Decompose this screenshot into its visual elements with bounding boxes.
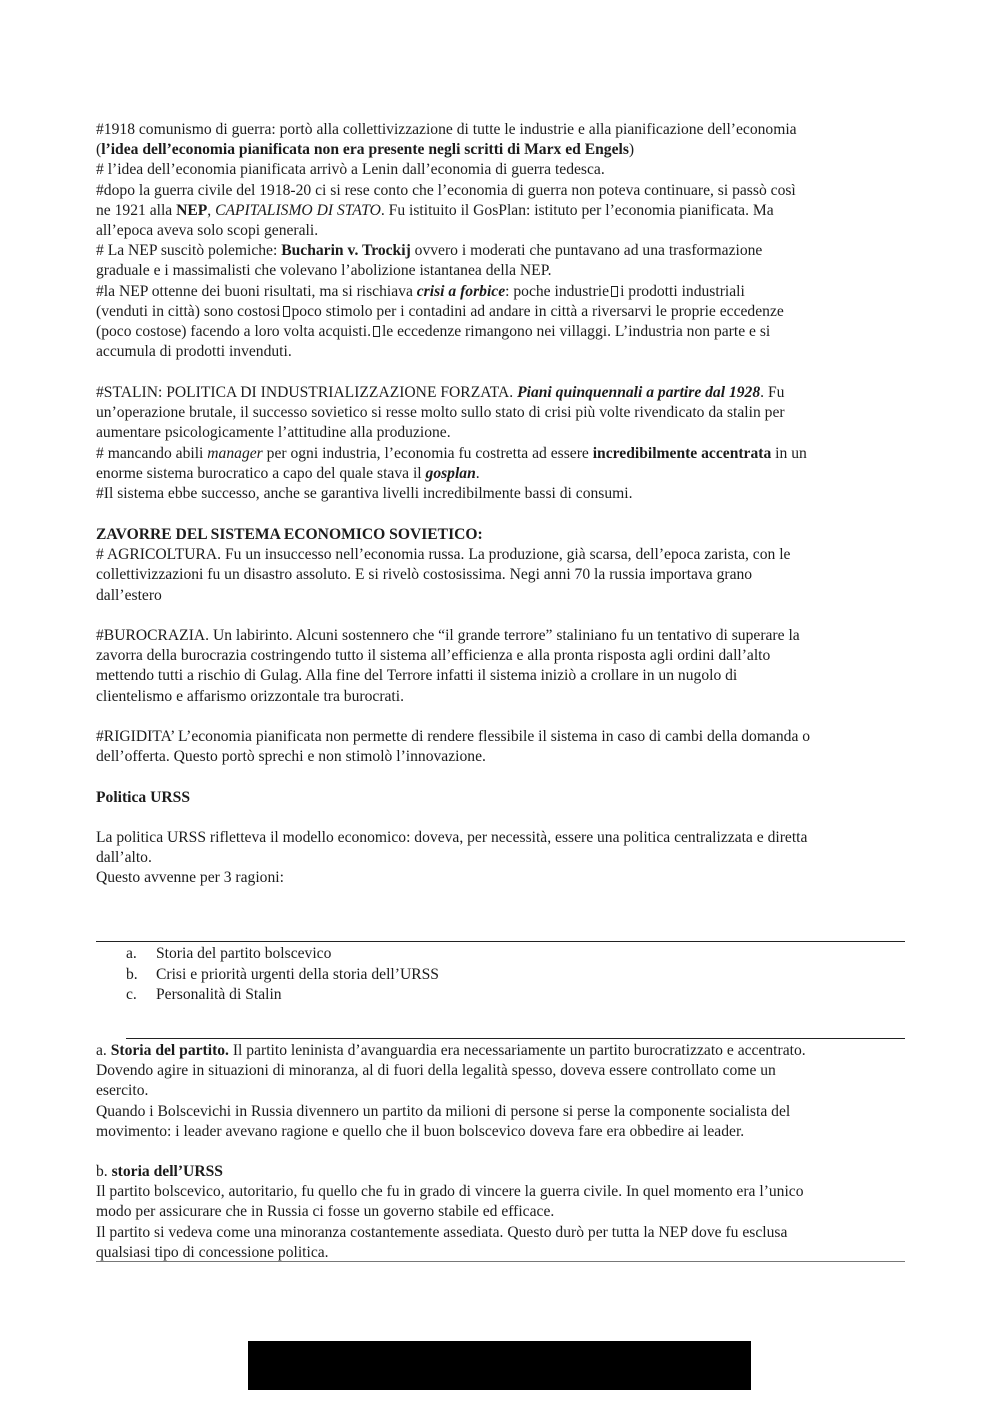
list-item-text: Crisi e priorità urgenti della storia dell’URSS xyxy=(156,965,439,983)
list-item xyxy=(126,985,826,1006)
list-item xyxy=(126,944,826,965)
bold-italic-phrase: crisi a forbice xyxy=(416,282,506,300)
text-line: #RIGIDITA’ L’economia pianificata non permette di rendere flessibile il sistema in caso di cambi della domanda o xyxy=(96,728,811,745)
text-line: #BUROCRAZIA. Un labirinto. Alcuni sostennero che “il grande terrore” staliniano fu un tentativo di superare la xyxy=(96,627,800,644)
text-line: modo per assicurare che in Russia ci fosse un governo stabile ed efficace. xyxy=(96,1203,555,1221)
text-line: esercito. xyxy=(96,1082,149,1100)
text-line: Il partito si vedeva come una minoranza costantemente assediata. Questo durò per tutta la NEP dove fu esclusa xyxy=(96,1223,788,1241)
paragraph-war-communism xyxy=(96,120,908,362)
reasons-list xyxy=(126,944,826,1006)
paragraph-urss-history xyxy=(96,1162,908,1263)
text-line: #dopo la guerra civile del 1918-20 ci si rese conto che l’economia di guerra non poteva continuare, si passò così xyxy=(96,181,796,199)
paragraph-rigidity xyxy=(96,727,908,767)
paragraph-agriculture xyxy=(96,525,908,606)
section-heading: ZAVORRE DEL SISTEMA ECONOMICO SOVIETICO: xyxy=(96,526,483,543)
text-line: (l’idea dell’economia pianificata non era presente negli scritti di Marx ed Engels) xyxy=(96,141,635,159)
heading-politica-urss-block xyxy=(96,788,908,808)
bold-phrase: incredibilmente accentrata xyxy=(592,444,772,462)
text-line: #la NEP ottenne dei buoni risultati, ma si rischiava crisi a forbice: poche industrie i prodotti industriali xyxy=(96,282,745,300)
list-item-text: Personalità di Stalin xyxy=(156,986,282,1003)
text-line: #Il sistema ebbe successo, anche se garantiva livelli incredibilmente bassi di consumi. xyxy=(96,485,633,503)
text-line: Il partito bolscevico, autoritario, fu quello che fu in grado di vincere la guerra civile. In quel momento era l’unico xyxy=(96,1183,804,1201)
list-marker: b. xyxy=(126,965,138,983)
text-line: un’operazione brutale, il successo sovietico si resse molto sullo stato di crisi più volte rivendicato da stalin per xyxy=(96,404,785,422)
italic-phrase: manager xyxy=(207,444,263,462)
text-line: a. Storia del partito. Il partito leninista d’avanguardia era necessariamente un partito burocratizzato e accentrato. xyxy=(96,1042,806,1059)
italic-phrase: CAPITALISMO DI STATO xyxy=(215,201,381,219)
text-line: # l’idea dell’economia pianificata arrivò a Lenin dall’economia di guerra tedesca. xyxy=(96,161,605,179)
list-marker: c. xyxy=(126,986,137,1003)
missing-arrow-glyph-icon xyxy=(283,306,290,317)
text-line: dall’alto. xyxy=(96,849,152,867)
black-footer-bar xyxy=(248,1341,751,1390)
text-line: b. storia dell’URSS xyxy=(96,1163,223,1180)
text-line: (venduti in città) sono costosi poco stimolo per i contadini ad andare in città a riversarvi le proprie eccedenze xyxy=(96,302,784,320)
text-line: zavorra della burocrazia costringendo tutto il sistema all’efficienza e alla pronta risposta agli ordini dall’alto xyxy=(96,647,771,665)
text-line: graduale e i massimalisti che volevano l’abolizione istantanea della NEP. xyxy=(96,262,552,280)
text-line: mettendo tutti a rischio di Gulag. Alla fine del Terrore infatti il sistema iniziò a crollare in un nugolo di xyxy=(96,667,738,685)
text-line: ne 1921 alla NEP, CAPITALISMO DI STATO. Fu istituito il GosPlan: istituto per l’economia pianificata. Ma xyxy=(96,201,774,219)
text-line: # AGRICOLTURA. Fu un insuccesso nell’economia russa. La produzione, già scarsa, dell’epoca zarista, con le xyxy=(96,546,791,564)
divider-top xyxy=(96,941,905,942)
text-line: (poco costose) facendo a loro volta acquisti. le eccedenze rimangono nei villaggi. L’industria non parte e si xyxy=(96,323,771,341)
bold-phrase: storia dell’URSS xyxy=(111,1163,223,1180)
text-line: accumula di prodotti invenduti. xyxy=(96,343,292,361)
text-line: clientelismo e affarismo orizzontale tra burocrati. xyxy=(96,687,404,705)
bold-italic-phrase: gosplan xyxy=(425,464,476,482)
text-line: La politica URSS rifletteva il modello economico: doveva, per necessità, essere una politica centralizzata e diretta xyxy=(96,829,808,846)
text-line: #1918 comunismo di guerra: portò alla collettivizzazione di tutte le industrie e alla pianificazione dell’economia xyxy=(96,121,797,138)
missing-arrow-glyph-icon xyxy=(373,326,380,337)
paragraph-stalin-industrialization xyxy=(96,383,908,504)
text-line: # La NEP suscitò polemiche: Bucharin v. Trockij ovvero i moderati che puntavano ad una trasformazione xyxy=(96,242,763,260)
divider-bottom xyxy=(126,1038,905,1039)
text-line: enorme sistema burocratico a capo del quale stava il gosplan. xyxy=(96,464,480,482)
text-line: all’epoca aveva solo scopi generali. xyxy=(96,222,319,240)
list-item-text: Storia del partito bolscevico xyxy=(156,945,332,962)
text-line: collettivizzazioni fu un disastro assoluto. E si rivelò costosissima. Negi anni 70 la russia importava grano xyxy=(96,566,753,584)
bold-phrase: NEP xyxy=(176,201,208,219)
bold-phrase: Bucharin v. Trockij xyxy=(281,242,411,260)
divider-end xyxy=(96,1261,905,1262)
paragraph-bureaucracy xyxy=(96,626,908,707)
text-line: dell’offerta. Questo portò sprechi e non stimolò l’innovazione. xyxy=(96,748,486,766)
bold-phrase: Storia del partito. xyxy=(110,1042,229,1059)
text-line: Dovendo agire in situazioni di minoranza, al di fuori della legalità spesso, doveva essere controllato come un xyxy=(96,1062,776,1080)
list-marker: a. xyxy=(126,945,137,962)
text-line: Questo avvenne per 3 ragioni: xyxy=(96,869,284,887)
text-line: #STALIN: POLITICA DI INDUSTRIALIZZAZIONE FORZATA. Piani quinquennali a partire dal 1928. Fu xyxy=(96,384,785,401)
section-heading: Politica URSS xyxy=(96,789,190,806)
missing-arrow-glyph-icon xyxy=(611,286,618,297)
text-line: dall’estero xyxy=(96,586,162,604)
text-line: # mancando abili manager per ogni industria, l’economia fu costretta ad essere incredibilmente accentrata in un xyxy=(96,444,807,462)
bold-italic-phrase: Piani quinquennali a partire dal 1928 xyxy=(517,384,761,401)
paragraph-party-history xyxy=(96,1041,908,1142)
text-line: qualsiasi tipo di concessione politica. xyxy=(96,1243,329,1261)
text-line: aumentare psicologicamente l’attitudine alla produzione. xyxy=(96,424,451,442)
paragraph-politica-urss xyxy=(96,828,908,889)
list-item xyxy=(126,965,826,986)
text-line: Quando i Bolscevichi in Russia divennero un partito da milioni di persone si perse la componente socialista del xyxy=(96,1102,791,1120)
text-line: movimento: i leader avevano ragione e quello che il buon bolscevico doveva fare era obbedire ai leader. xyxy=(96,1122,745,1140)
bold-phrase: l’idea dell’economia pianificata non era presente negli scritti di Marx ed Engels xyxy=(101,141,629,159)
